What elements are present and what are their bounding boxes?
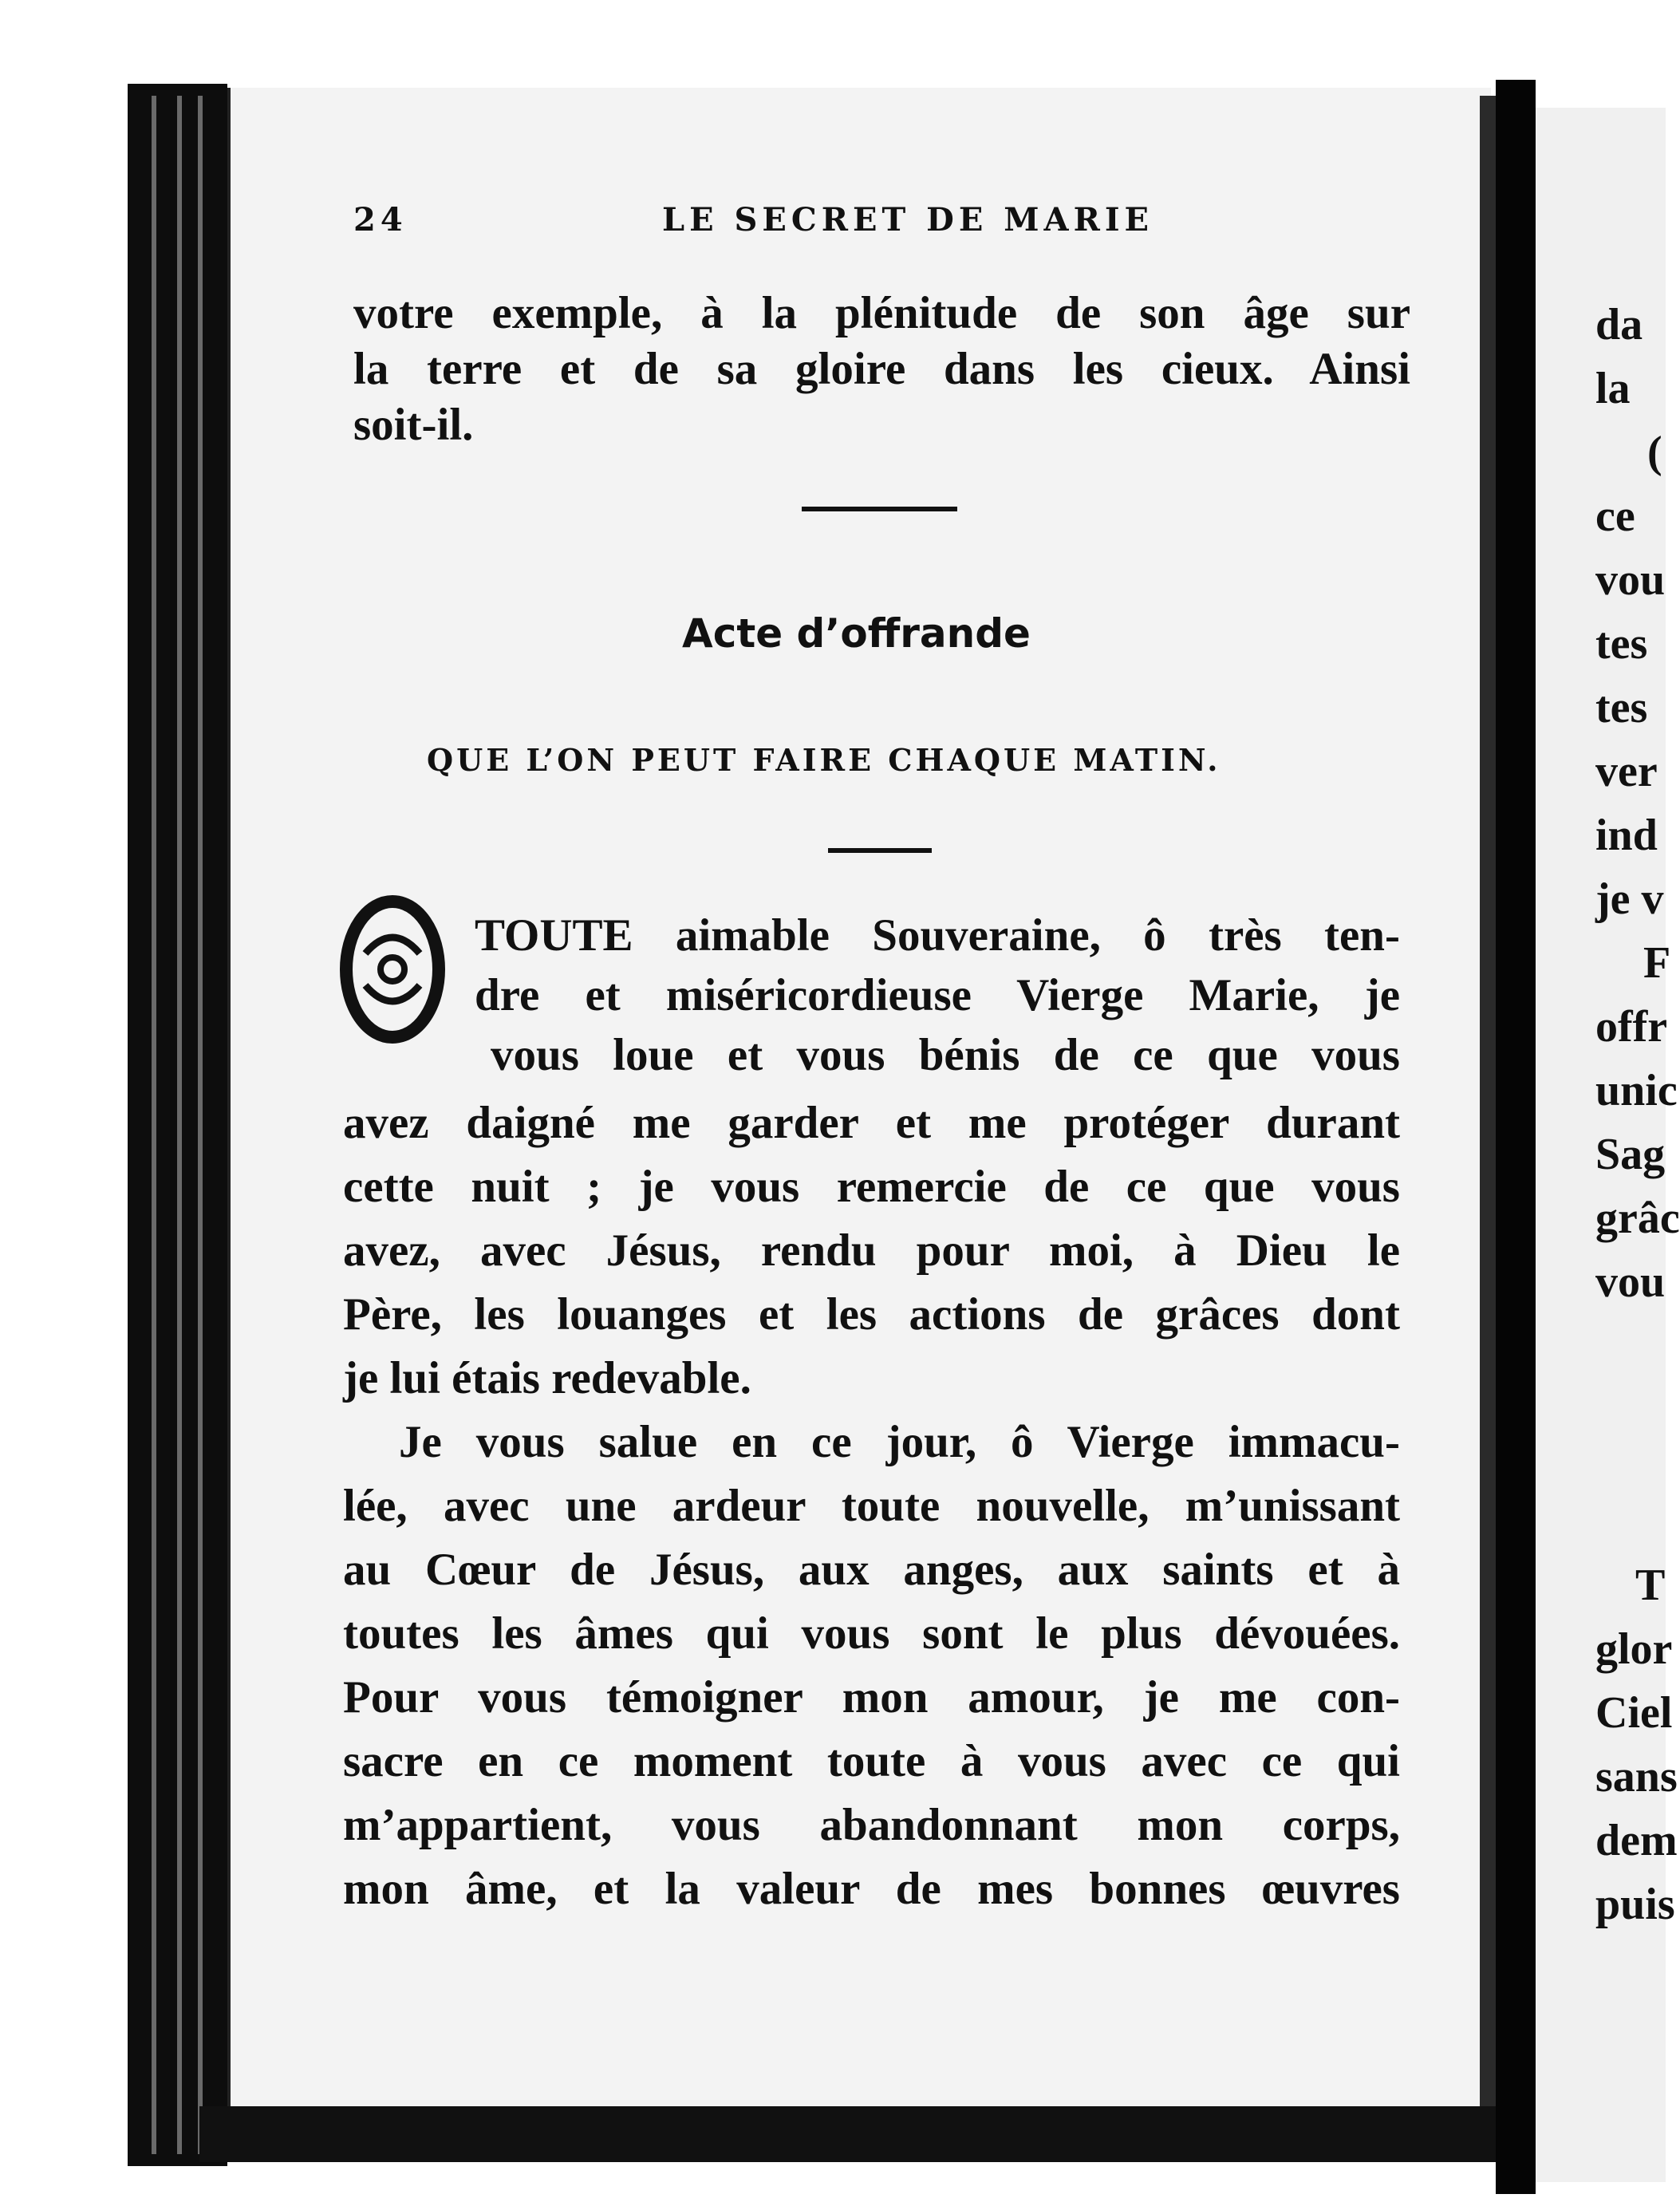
- divider-rule: [802, 507, 957, 511]
- running-head: LE SECRET DE MARIE: [662, 201, 1154, 239]
- facing-text-fragment: vou: [1595, 1257, 1666, 1307]
- section-title: Acte d’offrande: [682, 610, 1031, 657]
- facing-text-fragment: T: [1635, 1561, 1666, 1610]
- page-edge-line: [177, 96, 182, 2154]
- text-line: avez daigné me garder et me protéger durant: [343, 1098, 1400, 1148]
- page-edge-line: [198, 96, 203, 2154]
- divider-rule: [828, 848, 932, 853]
- facing-text-fragment: tes: [1595, 683, 1648, 732]
- facing-text-fragment: da: [1595, 300, 1643, 349]
- text-line: dre et miséricordieuse Vierge Marie, je: [475, 970, 1400, 1020]
- facing-text-fragment: Ciel: [1595, 1688, 1673, 1738]
- facing-text-fragment: puis: [1595, 1880, 1675, 1929]
- page-bottom-edge: [199, 2106, 1508, 2162]
- text-line: Père, les louanges et les actions de grâces dont: [343, 1289, 1400, 1340]
- facing-text-fragment: Sag: [1595, 1130, 1666, 1179]
- facing-text-fragment: F: [1643, 938, 1671, 988]
- book-gutter: [1496, 80, 1536, 2194]
- drop-cap-letter: O: [392, 971, 393, 972]
- page-number: 24: [353, 201, 408, 239]
- text-line: votre exemple, à la plénitude de son âge sur: [353, 288, 1410, 338]
- text-line: cette nuit ; je vous remercie de ce que vous: [343, 1162, 1400, 1212]
- facing-text-fragment: ind: [1595, 811, 1658, 860]
- text-line: Pour vous témoigner mon amour, je me con-: [343, 1672, 1400, 1723]
- page-edge-line: [152, 96, 156, 2154]
- text-line: lée, avec une ardeur toute nouvelle, m’unissant: [343, 1481, 1400, 1531]
- text-line: au Cœur de Jésus, aux anges, aux saints et à: [343, 1545, 1400, 1595]
- text-line: avez, avec Jésus, rendu pour moi, à Dieu le: [343, 1225, 1400, 1276]
- text-line: vous loue et vous bénis de ce que vous: [491, 1030, 1400, 1080]
- facing-text-fragment: sans: [1595, 1752, 1678, 1801]
- page-right-edge: [1480, 96, 1496, 2162]
- text-line: toutes les âmes qui vous sont le plus dévouées.: [343, 1608, 1400, 1659]
- text-line: m’appartient, vous abandonnant mon corps,: [343, 1800, 1400, 1850]
- text-line: mon âme, et la valeur de mes bonnes œuvres: [343, 1864, 1400, 1914]
- text-line: sacre en ce moment toute à vous avec ce qui: [343, 1736, 1400, 1786]
- facing-text-fragment: glor: [1595, 1624, 1673, 1674]
- text-line: je lui étais redevable.: [343, 1353, 751, 1403]
- drop-cap-ornament: [341, 898, 444, 1041]
- text-line: la terre et de sa gloire dans les cieux. Ainsi: [353, 344, 1410, 394]
- facing-text-fragment: la: [1595, 364, 1631, 413]
- facing-text-fragment: ce: [1595, 491, 1635, 541]
- text-line: Je vous salue en ce jour, ô Vierge immacu-: [399, 1417, 1400, 1467]
- facing-text-fragment: ver: [1595, 747, 1658, 796]
- facing-text-fragment: unic: [1595, 1066, 1678, 1115]
- text-line: TOUTE aimable Souveraine, ô très ten-: [475, 910, 1400, 961]
- section-subtitle: QUE L’ON PEUT FAIRE CHAQUE MATIN.: [427, 742, 1221, 778]
- facing-text-fragment: grâc: [1595, 1194, 1680, 1243]
- facing-text-fragment: vou: [1595, 555, 1666, 605]
- facing-text-fragment: offr: [1595, 1002, 1668, 1052]
- facing-text-fragment: dem: [1595, 1816, 1678, 1865]
- text-line: soit-il.: [353, 400, 474, 450]
- facing-text-fragment: tes: [1595, 619, 1648, 669]
- facing-text-fragment: je v: [1595, 874, 1664, 924]
- facing-text-fragment: (: [1647, 428, 1662, 477]
